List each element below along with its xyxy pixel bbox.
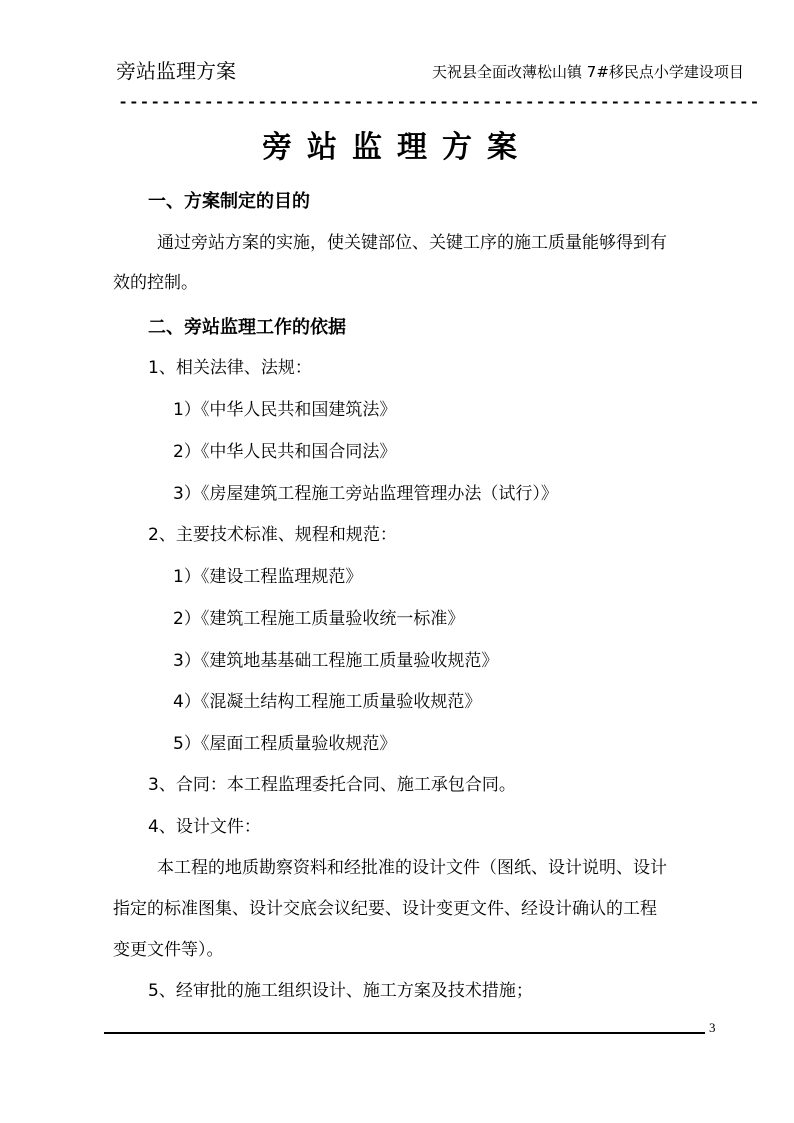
page-number: 3 bbox=[709, 1020, 716, 1035]
item-2-sub-3: 3）《建筑地基基础工程施工质量验收规范》 bbox=[173, 651, 499, 671]
item-3: 3、合同：本工程监理委托合同、施工承包合同。 bbox=[148, 775, 516, 795]
item-2-sub-1: 1）《建设工程监理规范》 bbox=[173, 567, 363, 587]
item-1-sub-1: 1）《中华人民共和国建筑法》 bbox=[173, 400, 397, 420]
item-1-label: 1、相关法律、法规： bbox=[148, 358, 312, 378]
section-1-paragraph-line-1: 通过旁站方案的实施，使关键部位、关键工序的施工质量能够得到有 bbox=[157, 233, 667, 253]
item-1-sub-3: 3）《房屋建筑工程施工旁站监理管理办法（试行）》 bbox=[173, 484, 558, 504]
item-2-sub-4: 4）《混凝土结构工程施工质量验收规范》 bbox=[173, 692, 482, 712]
item-4-line-3: 变更文件等）。 bbox=[113, 940, 224, 960]
item-2-label: 2、主要技术标准、规程和规范： bbox=[148, 525, 397, 545]
item-4-line-2: 指定的标准图集、设计交底会议纪要、设计变更文件、经设计确认的工程 bbox=[113, 899, 657, 919]
item-5: 5、经审批的施工组织设计、施工方案及技术措施； bbox=[148, 981, 533, 1001]
item-2-sub-5: 5）《屋面工程质量验收规范》 bbox=[173, 734, 397, 754]
item-4-label: 4、设计文件： bbox=[148, 817, 261, 837]
section-2-heading: 二、旁站监理工作的依据 bbox=[148, 317, 346, 338]
section-1-paragraph-line-2: 效的控制。 bbox=[113, 273, 198, 293]
item-1-sub-2: 2）《中华人民共和国合同法》 bbox=[173, 442, 397, 462]
item-2-sub-2: 2）《建筑工程施工质量验收统一标准》 bbox=[173, 609, 465, 629]
item-4-line-1: 本工程的地质勘察资料和经批准的设计文件（图纸、设计说明、设计 bbox=[157, 858, 667, 878]
header-doc-title: 旁站监理方案 bbox=[116, 59, 236, 83]
section-1-heading: 一、方案制定的目的 bbox=[148, 191, 310, 212]
footer-rule bbox=[104, 1032, 705, 1034]
header-dashed-rule: ------------------------------------------------------------ bbox=[118, 94, 761, 113]
page-title: 旁站监理方案 bbox=[262, 130, 532, 165]
header-project-name: 天祝县全面改薄松山镇 7#移民点小学建设项目 bbox=[432, 63, 744, 81]
